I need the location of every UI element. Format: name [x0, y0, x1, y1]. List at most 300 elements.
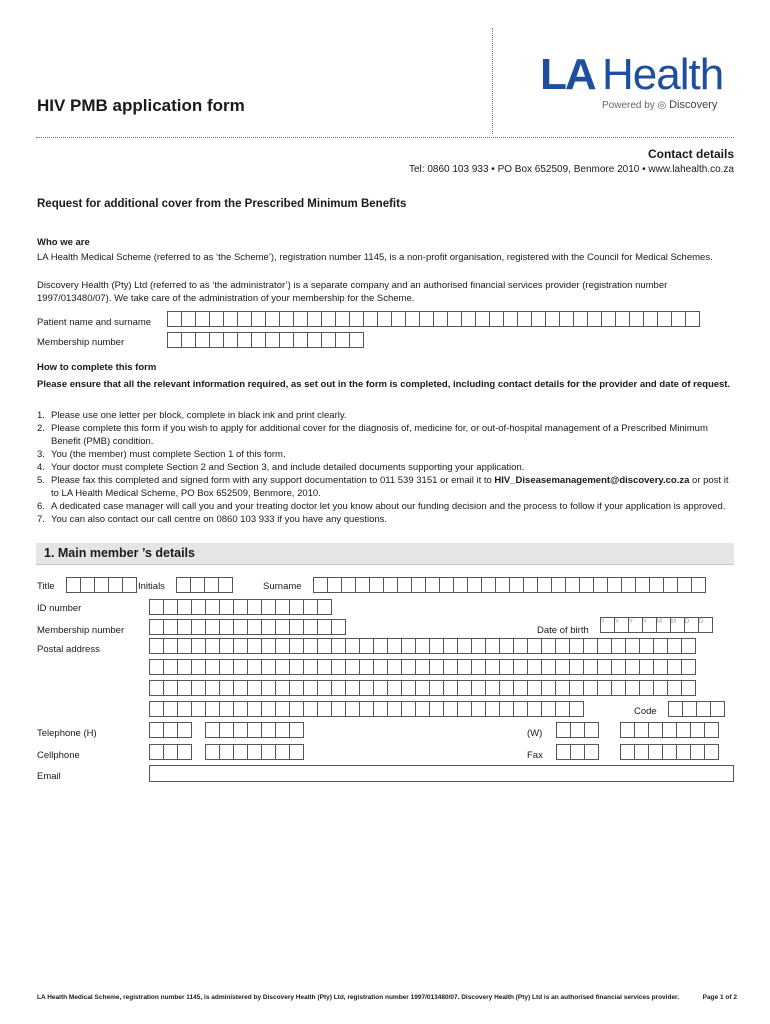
char-box[interactable] [345, 659, 360, 675]
char-box[interactable] [177, 619, 192, 635]
char-box[interactable] [457, 680, 472, 696]
char-box[interactable] [433, 311, 448, 327]
char-box[interactable] [275, 619, 290, 635]
char-box[interactable] [485, 680, 500, 696]
char-box[interactable] [387, 680, 402, 696]
cellphone-code-boxes[interactable] [149, 744, 191, 760]
char-box[interactable] [690, 744, 705, 760]
char-box[interactable] [443, 680, 458, 696]
char-box[interactable] [696, 701, 711, 717]
char-box[interactable] [303, 659, 318, 675]
char-box[interactable] [122, 577, 137, 593]
char-box[interactable] [355, 577, 370, 593]
char-box[interactable] [345, 680, 360, 696]
dob-char-box[interactable]: M [670, 617, 685, 633]
char-box[interactable] [289, 638, 304, 654]
char-box[interactable] [625, 659, 640, 675]
char-box[interactable] [663, 577, 678, 593]
char-box[interactable] [537, 577, 552, 593]
char-box[interactable] [541, 680, 556, 696]
char-box[interactable] [397, 577, 412, 593]
char-box[interactable] [149, 638, 164, 654]
dob-char-box[interactable]: Y [600, 617, 615, 633]
char-box[interactable] [177, 722, 192, 738]
char-box[interactable] [495, 577, 510, 593]
char-box[interactable] [565, 577, 580, 593]
char-box[interactable] [569, 701, 584, 717]
char-box[interactable] [527, 680, 542, 696]
char-box[interactable] [601, 311, 616, 327]
postal-address-line-3[interactable] [149, 680, 695, 696]
char-box[interactable] [391, 311, 406, 327]
char-box[interactable] [313, 577, 328, 593]
char-box[interactable] [191, 599, 206, 615]
char-box[interactable] [570, 722, 585, 738]
char-box[interactable] [685, 311, 700, 327]
char-box[interactable] [251, 311, 266, 327]
char-box[interactable] [359, 680, 374, 696]
char-box[interactable] [569, 659, 584, 675]
char-box[interactable] [321, 311, 336, 327]
char-box[interactable] [475, 311, 490, 327]
char-box[interactable] [503, 311, 518, 327]
char-box[interactable] [261, 619, 276, 635]
char-box[interactable] [219, 722, 234, 738]
telephone-work-code-boxes[interactable] [556, 722, 598, 738]
char-box[interactable] [527, 659, 542, 675]
char-box[interactable] [648, 744, 663, 760]
char-box[interactable] [419, 311, 434, 327]
char-box[interactable] [205, 619, 220, 635]
char-box[interactable] [499, 701, 514, 717]
char-box[interactable] [191, 638, 206, 654]
char-box[interactable] [467, 577, 482, 593]
email-field[interactable] [149, 765, 734, 782]
char-box[interactable] [163, 638, 178, 654]
char-box[interactable] [485, 659, 500, 675]
title-boxes[interactable] [66, 577, 136, 593]
char-box[interactable] [443, 701, 458, 717]
char-box[interactable] [607, 577, 622, 593]
dob-char-box[interactable]: D [684, 617, 699, 633]
char-box[interactable] [556, 744, 571, 760]
char-box[interactable] [303, 680, 318, 696]
char-box[interactable] [251, 332, 266, 348]
char-box[interactable] [163, 619, 178, 635]
char-box[interactable] [289, 599, 304, 615]
char-box[interactable] [443, 638, 458, 654]
char-box[interactable] [279, 311, 294, 327]
char-box[interactable] [387, 659, 402, 675]
char-box[interactable] [499, 638, 514, 654]
char-box[interactable] [359, 638, 374, 654]
char-box[interactable] [555, 680, 570, 696]
char-box[interactable] [204, 577, 219, 593]
char-box[interactable] [373, 638, 388, 654]
char-box[interactable] [401, 701, 416, 717]
char-box[interactable] [359, 659, 374, 675]
char-box[interactable] [307, 332, 322, 348]
char-box[interactable] [662, 722, 677, 738]
char-box[interactable] [317, 659, 332, 675]
char-box[interactable] [317, 638, 332, 654]
char-box[interactable] [373, 659, 388, 675]
char-box[interactable] [349, 332, 364, 348]
char-box[interactable] [279, 332, 294, 348]
fax-boxes[interactable] [620, 744, 718, 760]
char-box[interactable] [261, 744, 276, 760]
char-box[interactable] [541, 638, 556, 654]
char-box[interactable] [691, 577, 706, 593]
char-box[interactable] [639, 659, 654, 675]
char-box[interactable] [190, 577, 205, 593]
char-box[interactable] [345, 701, 360, 717]
dob-boxes[interactable] [600, 617, 712, 633]
char-box[interactable] [429, 701, 444, 717]
char-box[interactable] [682, 701, 697, 717]
char-box[interactable] [149, 722, 164, 738]
char-box[interactable] [513, 701, 528, 717]
char-box[interactable] [191, 680, 206, 696]
char-box[interactable] [205, 659, 220, 675]
char-box[interactable] [387, 638, 402, 654]
char-box[interactable] [149, 599, 164, 615]
surname-boxes[interactable] [313, 577, 705, 593]
char-box[interactable] [429, 659, 444, 675]
char-box[interactable] [247, 659, 262, 675]
char-box[interactable] [704, 744, 719, 760]
char-box[interactable] [289, 680, 304, 696]
char-box[interactable] [219, 744, 234, 760]
char-box[interactable] [289, 701, 304, 717]
char-box[interactable] [176, 577, 191, 593]
fax-code-boxes[interactable] [556, 744, 598, 760]
char-box[interactable] [570, 744, 585, 760]
char-box[interactable] [317, 599, 332, 615]
char-box[interactable] [261, 638, 276, 654]
char-box[interactable] [681, 680, 696, 696]
postal-address-line-1[interactable] [149, 638, 695, 654]
char-box[interactable] [653, 638, 668, 654]
char-box[interactable] [177, 659, 192, 675]
char-box[interactable] [181, 311, 196, 327]
char-box[interactable] [373, 680, 388, 696]
char-box[interactable] [163, 744, 178, 760]
char-box[interactable] [275, 701, 290, 717]
char-box[interactable] [247, 722, 262, 738]
char-box[interactable] [247, 744, 262, 760]
char-box[interactable] [209, 332, 224, 348]
char-box[interactable] [541, 659, 556, 675]
char-box[interactable] [331, 680, 346, 696]
char-box[interactable] [583, 680, 598, 696]
char-box[interactable] [509, 577, 524, 593]
char-box[interactable] [349, 311, 364, 327]
char-box[interactable] [634, 744, 649, 760]
char-box[interactable] [66, 577, 81, 593]
char-box[interactable] [471, 659, 486, 675]
char-box[interactable] [233, 680, 248, 696]
char-box[interactable] [167, 311, 182, 327]
char-box[interactable] [639, 638, 654, 654]
fax-email-link[interactable]: HIV_Diseasemanagement@discovery.co.za [494, 475, 690, 486]
char-box[interactable] [583, 659, 598, 675]
char-box[interactable] [275, 744, 290, 760]
cellphone-boxes[interactable] [205, 744, 303, 760]
char-box[interactable] [643, 311, 658, 327]
telephone-home-boxes[interactable] [205, 722, 303, 738]
char-box[interactable] [415, 638, 430, 654]
char-box[interactable] [289, 619, 304, 635]
char-box[interactable] [261, 599, 276, 615]
char-box[interactable] [429, 638, 444, 654]
char-box[interactable] [223, 311, 238, 327]
char-box[interactable] [359, 701, 374, 717]
char-box[interactable] [195, 332, 210, 348]
char-box[interactable] [265, 332, 280, 348]
char-box[interactable] [461, 311, 476, 327]
char-box[interactable] [94, 577, 109, 593]
char-box[interactable] [233, 744, 248, 760]
char-box[interactable] [667, 659, 682, 675]
char-box[interactable] [327, 577, 342, 593]
char-box[interactable] [205, 638, 220, 654]
char-box[interactable] [335, 311, 350, 327]
char-box[interactable] [401, 680, 416, 696]
char-box[interactable] [634, 722, 649, 738]
char-box[interactable] [167, 332, 182, 348]
char-box[interactable] [411, 577, 426, 593]
char-box[interactable] [583, 638, 598, 654]
char-box[interactable] [261, 659, 276, 675]
char-box[interactable] [481, 577, 496, 593]
member-membership-boxes[interactable] [149, 619, 345, 635]
char-box[interactable] [429, 680, 444, 696]
char-box[interactable] [471, 638, 486, 654]
char-box[interactable] [457, 638, 472, 654]
char-box[interactable] [205, 599, 220, 615]
char-box[interactable] [584, 722, 599, 738]
char-box[interactable] [163, 680, 178, 696]
char-box[interactable] [149, 659, 164, 675]
char-box[interactable] [247, 680, 262, 696]
char-box[interactable] [615, 311, 630, 327]
char-box[interactable] [219, 701, 234, 717]
char-box[interactable] [671, 311, 686, 327]
char-box[interactable] [611, 680, 626, 696]
char-box[interactable] [559, 311, 574, 327]
char-box[interactable] [513, 659, 528, 675]
initials-boxes[interactable] [176, 577, 232, 593]
char-box[interactable] [163, 599, 178, 615]
char-box[interactable] [556, 722, 571, 738]
char-box[interactable] [108, 577, 123, 593]
char-box[interactable] [690, 722, 705, 738]
char-box[interactable] [261, 701, 276, 717]
char-box[interactable] [149, 701, 164, 717]
char-box[interactable] [555, 638, 570, 654]
char-box[interactable] [321, 332, 336, 348]
char-box[interactable] [587, 311, 602, 327]
char-box[interactable] [247, 638, 262, 654]
char-box[interactable] [499, 659, 514, 675]
char-box[interactable] [331, 619, 346, 635]
char-box[interactable] [237, 332, 252, 348]
char-box[interactable] [289, 659, 304, 675]
char-box[interactable] [219, 638, 234, 654]
char-box[interactable] [317, 701, 332, 717]
char-box[interactable] [555, 659, 570, 675]
dob-char-box[interactable]: Y [628, 617, 643, 633]
char-box[interactable] [635, 577, 650, 593]
char-box[interactable] [425, 577, 440, 593]
char-box[interactable] [377, 311, 392, 327]
char-box[interactable] [471, 701, 486, 717]
char-box[interactable] [307, 311, 322, 327]
char-box[interactable] [149, 619, 164, 635]
patient-membership-boxes[interactable] [167, 332, 363, 348]
char-box[interactable] [205, 744, 220, 760]
char-box[interactable] [233, 722, 248, 738]
char-box[interactable] [149, 680, 164, 696]
char-box[interactable] [331, 638, 346, 654]
char-box[interactable] [219, 659, 234, 675]
char-box[interactable] [668, 701, 683, 717]
char-box[interactable] [331, 659, 346, 675]
char-box[interactable] [261, 680, 276, 696]
char-box[interactable] [649, 577, 664, 593]
char-box[interactable] [657, 311, 672, 327]
char-box[interactable] [387, 701, 402, 717]
char-box[interactable] [177, 599, 192, 615]
char-box[interactable] [443, 659, 458, 675]
char-box[interactable] [219, 619, 234, 635]
char-box[interactable] [363, 311, 378, 327]
char-box[interactable] [485, 701, 500, 717]
char-box[interactable] [233, 659, 248, 675]
char-box[interactable] [289, 722, 304, 738]
char-box[interactable] [662, 744, 677, 760]
char-box[interactable] [457, 701, 472, 717]
char-box[interactable] [218, 577, 233, 593]
char-box[interactable] [247, 701, 262, 717]
char-box[interactable] [191, 659, 206, 675]
char-box[interactable] [611, 659, 626, 675]
char-box[interactable] [191, 619, 206, 635]
char-box[interactable] [541, 701, 556, 717]
dob-char-box[interactable]: Y [642, 617, 657, 633]
char-box[interactable] [405, 311, 420, 327]
char-box[interactable] [223, 332, 238, 348]
char-box[interactable] [177, 638, 192, 654]
char-box[interactable] [517, 311, 532, 327]
char-box[interactable] [293, 332, 308, 348]
char-box[interactable] [681, 659, 696, 675]
char-box[interactable] [205, 680, 220, 696]
char-box[interactable] [293, 311, 308, 327]
char-box[interactable] [373, 701, 388, 717]
char-box[interactable] [275, 638, 290, 654]
char-box[interactable] [545, 311, 560, 327]
char-box[interactable] [195, 311, 210, 327]
char-box[interactable] [261, 722, 276, 738]
char-box[interactable] [653, 659, 668, 675]
char-box[interactable] [584, 744, 599, 760]
char-box[interactable] [341, 577, 356, 593]
char-box[interactable] [569, 680, 584, 696]
char-box[interactable] [205, 722, 220, 738]
char-box[interactable] [80, 577, 95, 593]
postal-address-line-2[interactable] [149, 659, 695, 675]
char-box[interactable] [485, 638, 500, 654]
char-box[interactable] [625, 680, 640, 696]
char-box[interactable] [593, 577, 608, 593]
char-box[interactable] [621, 577, 636, 593]
char-box[interactable] [499, 680, 514, 696]
char-box[interactable] [676, 744, 691, 760]
char-box[interactable] [317, 680, 332, 696]
char-box[interactable] [401, 638, 416, 654]
char-box[interactable] [667, 638, 682, 654]
char-box[interactable] [335, 332, 350, 348]
char-box[interactable] [345, 638, 360, 654]
char-box[interactable] [401, 659, 416, 675]
char-box[interactable] [219, 680, 234, 696]
postal-address-line-4[interactable] [149, 701, 583, 717]
char-box[interactable] [573, 311, 588, 327]
char-box[interactable] [531, 311, 546, 327]
char-box[interactable] [303, 599, 318, 615]
char-box[interactable] [597, 659, 612, 675]
char-box[interactable] [163, 701, 178, 717]
char-box[interactable] [275, 680, 290, 696]
char-box[interactable] [383, 577, 398, 593]
char-box[interactable] [275, 659, 290, 675]
char-box[interactable] [233, 701, 248, 717]
char-box[interactable] [303, 701, 318, 717]
char-box[interactable] [527, 638, 542, 654]
char-box[interactable] [219, 599, 234, 615]
char-box[interactable] [247, 619, 262, 635]
char-box[interactable] [289, 744, 304, 760]
char-box[interactable] [457, 659, 472, 675]
char-box[interactable] [177, 680, 192, 696]
char-box[interactable] [191, 701, 206, 717]
char-box[interactable] [620, 744, 635, 760]
char-box[interactable] [453, 577, 468, 593]
char-box[interactable] [415, 659, 430, 675]
char-box[interactable] [275, 599, 290, 615]
char-box[interactable] [149, 744, 164, 760]
char-box[interactable] [317, 619, 332, 635]
char-box[interactable] [569, 638, 584, 654]
char-box[interactable] [265, 311, 280, 327]
char-box[interactable] [233, 638, 248, 654]
char-box[interactable] [275, 722, 290, 738]
char-box[interactable] [597, 638, 612, 654]
char-box[interactable] [415, 680, 430, 696]
char-box[interactable] [527, 701, 542, 717]
char-box[interactable] [303, 619, 318, 635]
char-box[interactable] [233, 599, 248, 615]
char-box[interactable] [471, 680, 486, 696]
char-box[interactable] [237, 311, 252, 327]
patient-name-boxes[interactable] [167, 311, 699, 327]
char-box[interactable] [233, 619, 248, 635]
char-box[interactable] [513, 680, 528, 696]
char-box[interactable] [597, 680, 612, 696]
char-box[interactable] [369, 577, 384, 593]
